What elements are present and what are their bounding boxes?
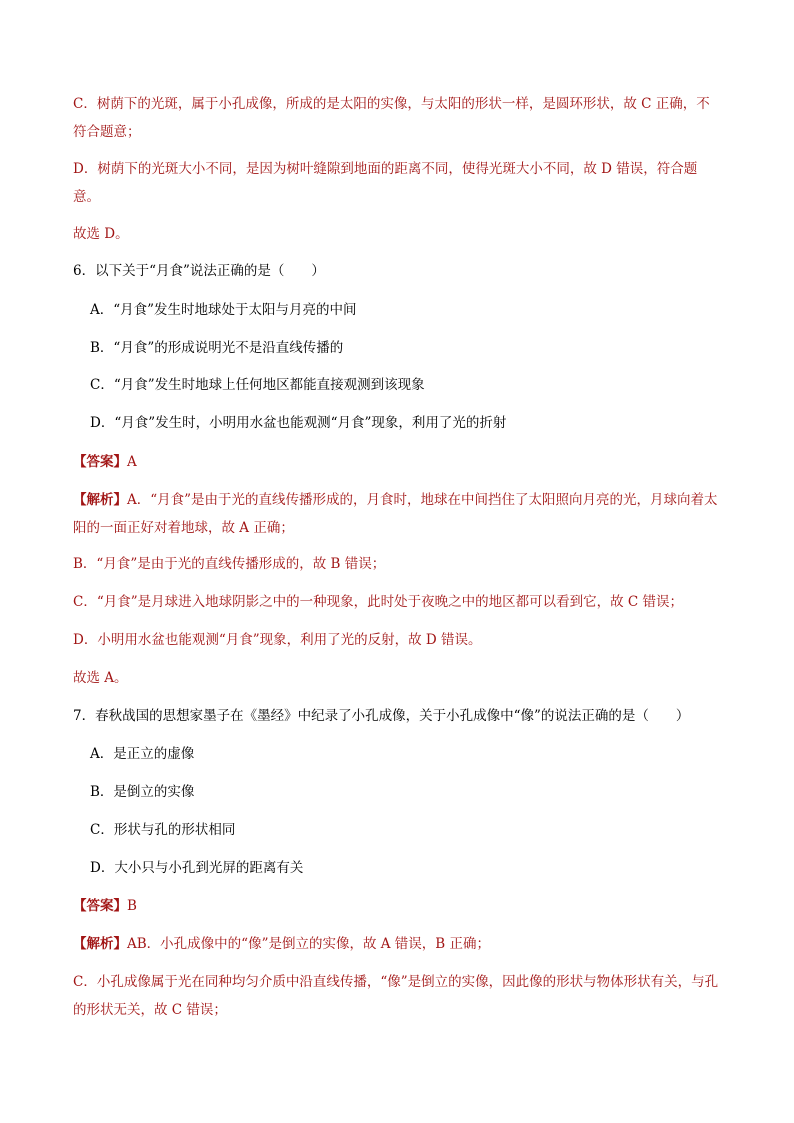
analysis-tag: 【解析】 — [73, 492, 127, 508]
prev-analysis-d: D．树荫下的光斑大小不同，是因为树叶缝隙到地面的距离不同，使得光斑大小不同，故 D 错误，符合题意。 — [73, 161, 698, 205]
q6-option-b: B．“月食”的形成说明光不是沿直线传播的 — [90, 340, 344, 356]
prev-final-choice: 故选 D。 — [73, 226, 129, 242]
analysis-text: A．“月食”是由于光的直线传播形成的，月食时，地球在中间挡住了太阳照向月亮的光，月球向着太阳的一面正好对着地球，故 A 正确； — [73, 492, 718, 536]
answer-tag: 【答案】 — [73, 898, 127, 914]
answer-value: B — [127, 898, 137, 914]
q7-analysis-ab — [73, 930, 723, 958]
prev-analysis-c: C．树荫下的光斑，属于小孔成像，所成的是太阳的实像，与太阳的形状一样，是圆环形状，故 C 正确，不符合题意； — [73, 96, 710, 140]
analysis-text: AB．小孔成像中的“像”是倒立的实像，故 A 错误，B 正确； — [127, 936, 491, 952]
q6-analysis-d: D．小明用水盆也能观测“月食”现象，利用了光的反射，故 D 错误。 — [73, 632, 482, 648]
q6-option-a: A．“月食”发生时地球处于太阳与月亮的中间 — [90, 302, 357, 318]
answer-tag: 【答案】 — [73, 454, 127, 470]
q7-analysis-c: C．小孔成像属于光在同种均匀介质中沿直线传播，“像”是倒立的实像，因此像的形状与物体形状有关，与孔的形状无关，故 C 错误； — [73, 974, 719, 1018]
q6-answer — [73, 448, 723, 476]
q6-analysis-b: B．“月食”是由于光的直线传播形成的，故 B 错误； — [73, 556, 386, 572]
question-7: 7．春秋战国的思想家墨子在《墨经》中纪录了小孔成像，关于小孔成像中“像”的说法正确的是（ ） — [73, 708, 690, 724]
q7-answer — [73, 892, 723, 920]
question-6: 6．以下关于“月食”说法正确的是（ ） — [73, 263, 325, 279]
q6-option-d: D．“月食”发生时，小明用水盆也能观测“月食”现象，利用了光的折射 — [90, 415, 507, 431]
q6-final-choice: 故选 A。 — [73, 670, 128, 686]
analysis-tag: 【解析】 — [73, 936, 127, 952]
q6-analysis-a — [73, 486, 723, 542]
answer-value: A — [127, 454, 137, 470]
q7-option-b: B．是倒立的实像 — [90, 784, 195, 800]
q7-option-c: C．形状与孔的形状相同 — [90, 822, 236, 838]
q6-option-c: C．“月食”发生时地球上任何地区都能直接观测到该现象 — [90, 377, 425, 393]
q7-option-d: D．大小只与小孔到光屏的距离有关 — [90, 860, 304, 876]
q6-analysis-c: C．“月食”是月球进入地球阴影之中的一种现象，此时处于夜晚之中的地区都可以看到它，故 C 错误； — [73, 594, 684, 610]
q7-option-a: A．是正立的虚像 — [90, 746, 195, 762]
